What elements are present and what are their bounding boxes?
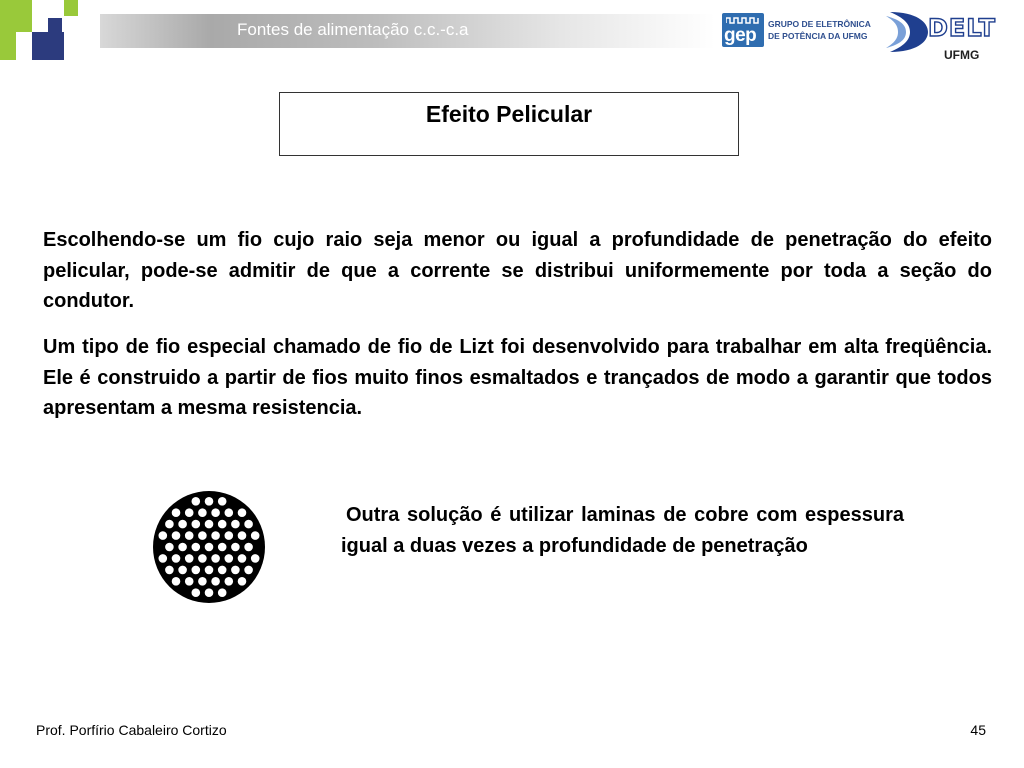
strand <box>197 530 207 540</box>
strand <box>177 519 187 529</box>
delt-logo-icon <box>884 10 934 54</box>
strand <box>204 565 214 575</box>
strand <box>204 588 214 598</box>
corner-square-navy-small <box>48 18 62 32</box>
strand <box>158 553 168 563</box>
strand <box>191 565 201 575</box>
strand <box>210 553 220 563</box>
corner-square-white-small <box>64 16 78 32</box>
strand <box>210 576 220 586</box>
gep-wave-icon <box>726 16 760 24</box>
strand <box>197 508 207 518</box>
strand <box>171 576 181 586</box>
corner-square-navy <box>32 32 64 60</box>
strand <box>217 496 227 506</box>
strand <box>217 519 227 529</box>
strand <box>250 553 260 563</box>
strand <box>191 588 201 598</box>
strand <box>237 508 247 518</box>
page-number: 45 <box>970 722 986 738</box>
strand <box>204 542 214 552</box>
strand <box>177 542 187 552</box>
strand <box>230 519 240 529</box>
slide-title-box <box>279 92 739 156</box>
strand <box>184 553 194 563</box>
strand <box>217 588 227 598</box>
strand <box>184 576 194 586</box>
gep-logo-line1: GRUPO DE ELETRÔNICA <box>768 19 871 29</box>
strand <box>184 508 194 518</box>
corner-square-green-small <box>64 0 78 16</box>
strand <box>164 542 174 552</box>
strand <box>191 496 201 506</box>
body-paragraph-1: Escolhendo-se um fio cujo raio seja menor ou igual a profundidade de penetração do efeito pelicular, pode-se admitir de que a corrente se distribui uniformemente por toda a seção do condutor. <box>43 229 992 312</box>
strand <box>224 576 234 586</box>
strand <box>197 553 207 563</box>
strand <box>230 565 240 575</box>
strand <box>171 508 181 518</box>
strand <box>210 530 220 540</box>
strand <box>237 553 247 563</box>
strand <box>171 553 181 563</box>
strand <box>250 530 260 540</box>
strand <box>197 576 207 586</box>
strand <box>204 496 214 506</box>
corner-square-green <box>0 0 32 32</box>
strand <box>204 519 214 529</box>
strand <box>171 530 181 540</box>
slide-title: Efeito Pelicular <box>425 101 593 127</box>
litz-wire-diagram <box>150 488 268 606</box>
side-paragraph: Outra solução é utilizar laminas de cobre com espessura igual a duas vezes a profundidade de penetração <box>341 504 904 557</box>
footer-author: Prof. Porfírio Cabaleiro Cortizo <box>36 722 227 738</box>
strand <box>217 565 227 575</box>
strand <box>210 508 220 518</box>
strand <box>217 542 227 552</box>
delt-logo-text: DELT <box>928 14 997 42</box>
strand <box>237 530 247 540</box>
strand <box>177 565 187 575</box>
strand <box>243 565 253 575</box>
strand <box>230 542 240 552</box>
body-paragraph-2: Um tipo de fio especial chamado de fio de Lizt foi desenvolvido para trabalhar em alta freqüência. Ele é construido a partir de fios muito finos esmaltados e trançados de modo a garantir que todos apresentam a mesma resistencia. <box>43 336 992 419</box>
strand <box>164 519 174 529</box>
strand <box>164 565 174 575</box>
gep-logo-text: gep <box>724 25 757 46</box>
strand <box>184 530 194 540</box>
strand <box>158 530 168 540</box>
ufmg-logo-text: UFMG <box>944 48 980 62</box>
strand <box>224 530 234 540</box>
header-title: Fontes de alimentação c.c.-c.a <box>237 20 469 39</box>
strand <box>243 542 253 552</box>
strand <box>191 542 201 552</box>
strand <box>191 519 201 529</box>
gep-logo-line2: DE POTÊNCIA DA UFMG <box>768 31 868 41</box>
strand <box>243 519 253 529</box>
strand <box>224 553 234 563</box>
strand <box>237 576 247 586</box>
strand <box>224 508 234 518</box>
corner-square-green-left <box>0 32 16 60</box>
